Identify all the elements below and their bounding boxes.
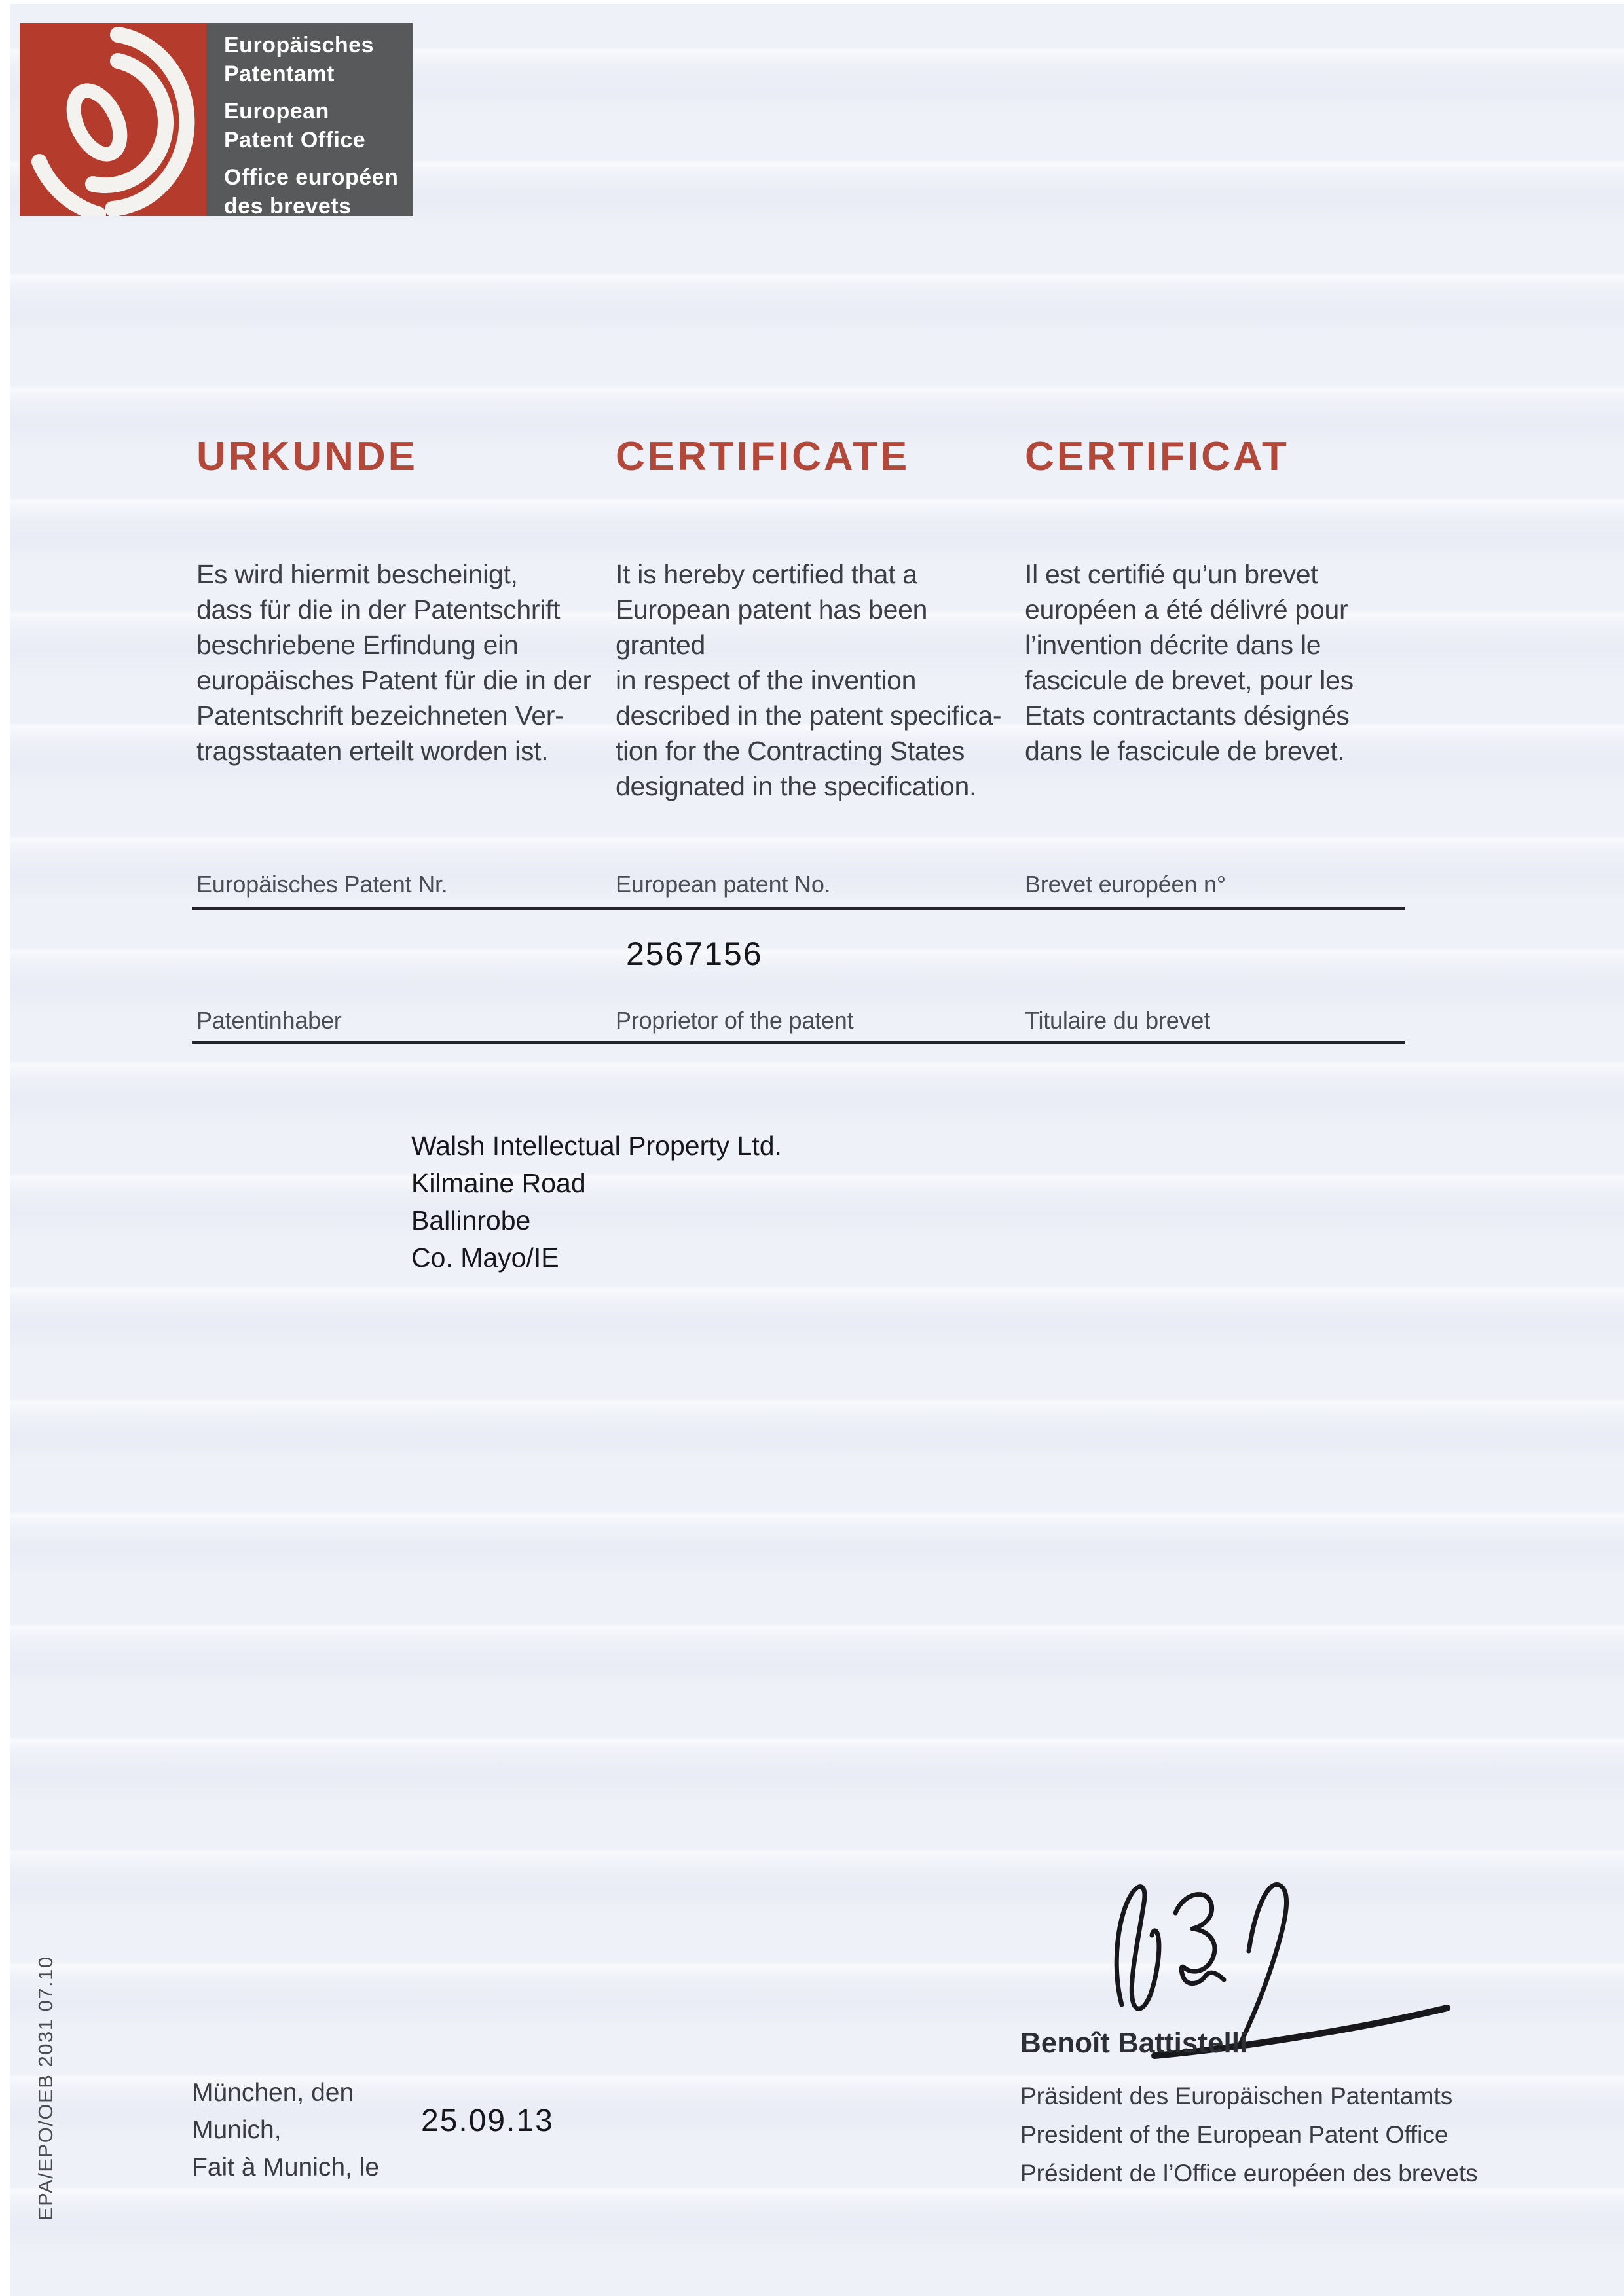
heading-urkunde: URKUNDE — [196, 434, 418, 479]
epo-logo-name-fr: Office européen des brevets — [224, 165, 399, 219]
certification-text-en: It is hereby certified that a European patent has been granted in respect of the invention described in the patent specifica- tion for the Contracting States designated in the specification. — [616, 559, 1002, 801]
epo-logo-name-en: European Patent Office — [224, 99, 366, 153]
epo-logo-text-panel — [206, 23, 413, 219]
patent-number-label-fr: Brevet européen n° — [1025, 871, 1227, 898]
form-code: EPA/EPO/OEB 2031 07.10 — [34, 1956, 57, 2221]
proprietor-rule — [192, 1041, 1405, 1044]
proprietor-label-fr: Titulaire du brevet — [1025, 1007, 1211, 1034]
patent-number-label-en: European patent No. — [616, 871, 831, 898]
proprietor-address: Walsh Intellectual Property Ltd. Kilmaine Road Ballinrobe Co. Mayo/IE — [411, 1131, 782, 1273]
president-name: Benoît Battistelli — [1020, 2027, 1248, 2059]
epo-logo — [20, 23, 413, 219]
epo-spiral-logo-icon — [20, 23, 206, 216]
heading-certificate: CERTIFICATE — [616, 434, 910, 479]
patent-number-label-de: Europäisches Patent Nr. — [196, 871, 448, 898]
epo-logo-red-panel — [20, 23, 206, 216]
proprietor-label-en: Proprietor of the patent — [616, 1007, 854, 1034]
patent-number-rule — [192, 907, 1405, 910]
heading-certificat: CERTIFICAT — [1025, 434, 1289, 479]
issue-date: 25.09.13 — [421, 2104, 554, 2138]
proprietor-label-de: Patentinhaber — [196, 1007, 342, 1034]
certification-text-fr: Il est certifié qu’un brevet européen a été délivré pour l’invention décrite dans le fascicule de brevet, pour les Etats contractants désignés dans le fascicule de brevet. — [1025, 559, 1354, 766]
patent-number-value: 2567156 — [626, 936, 763, 972]
epo-logo-name-de: Europäisches Patentamt — [224, 33, 374, 86]
issue-place: München, den Munich, Fait à Munich, le — [192, 2079, 380, 2181]
certification-text-de: Es wird hiermit bescheinigt, dass für die in der Patentschrift beschriebene Erfindung ein europäisches Patent für die in der Patentschrift bezeichneten Ver- tragsstaaten erteilt worden ist. — [196, 559, 591, 766]
president-titles: Präsident des Europäischen Patentamts President of the European Patent Office Président de l’Office européen des brevets — [1020, 2083, 1478, 2187]
